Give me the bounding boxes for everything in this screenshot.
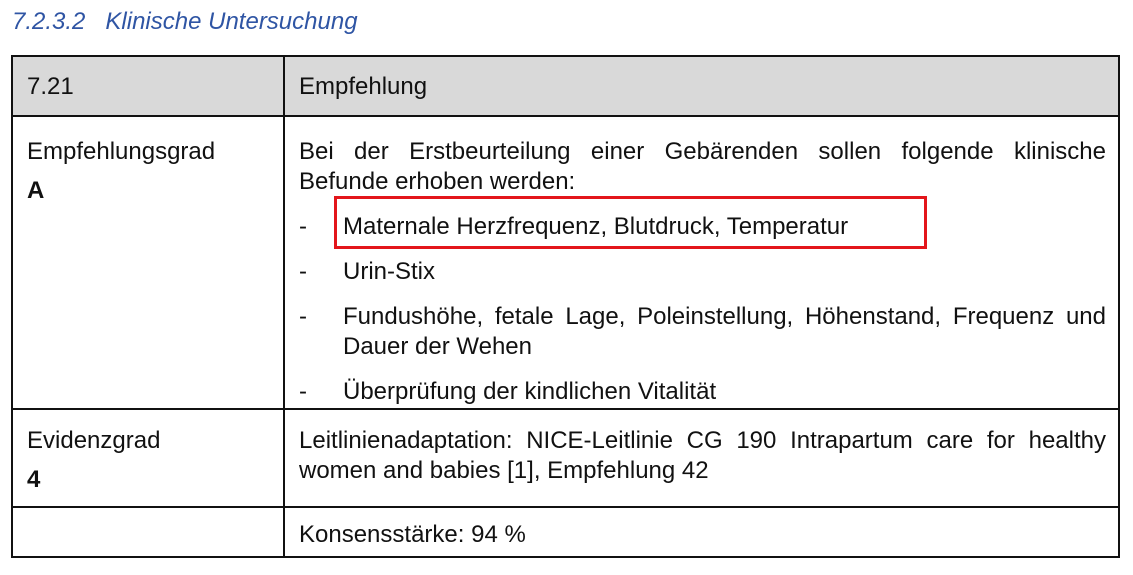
list-item [299, 377, 1106, 407]
evidence-cell [12, 409, 284, 507]
grade-row [12, 116, 1119, 409]
recommendation-table [11, 55, 1120, 558]
recommendation-intro: Bei der Erstbeurteilung einer Gebärenden sollen folgende klinische Befunde erhoben werden: [299, 138, 1106, 195]
section-heading [12, 8, 358, 36]
table-header-row [12, 56, 1119, 116]
recommendation-text-cell [284, 116, 1119, 409]
grade-label: Empfehlungsgrad [27, 138, 216, 165]
evidence-value: 4 [27, 466, 41, 493]
list-item [299, 257, 1106, 287]
list-item [299, 212, 1106, 242]
dash-marker: - [299, 303, 307, 330]
list-item [299, 302, 1106, 362]
grade-cell [12, 116, 284, 409]
section-number: 7.2.3.2 [12, 8, 86, 35]
recommendation-number-cell [12, 56, 284, 116]
section-title: Klinische Untersuchung [105, 8, 358, 35]
findings-list [299, 212, 1106, 407]
list-item-text: Maternale Herzfrequenz, Blutdruck, Temperatur [343, 213, 849, 240]
recommendation-label: Empfehlung [299, 73, 428, 100]
evidence-row [12, 409, 1119, 507]
evidence-label: Evidenzgrad [27, 427, 161, 454]
consensus-empty-cell [12, 507, 284, 557]
consensus-row [12, 507, 1119, 557]
dash-marker: - [299, 378, 307, 405]
evidence-text: Leitlinienadaptation: NICE-Leitlinie CG 190 Intrapartum care for healthy women and babies [1], Empfehlung 42 [299, 427, 1106, 484]
list-item-text: Urin-Stix [343, 258, 436, 285]
evidence-text-cell [284, 409, 1119, 507]
consensus-cell [284, 507, 1119, 557]
dash-marker: - [299, 213, 307, 240]
consensus-text: Konsensstärke: 94 % [299, 521, 526, 548]
grade-value: A [27, 177, 45, 204]
recommendation-number: 7.21 [27, 73, 74, 100]
list-item-text: Überprüfung der kindlichen Vitalität [343, 378, 717, 405]
dash-marker: - [299, 258, 307, 285]
list-item-text: Fundushöhe, fetale Lage, Poleinstellung, Höhenstand, Frequenz und Dauer der Wehen [343, 303, 1106, 360]
recommendation-label-cell [284, 56, 1119, 116]
